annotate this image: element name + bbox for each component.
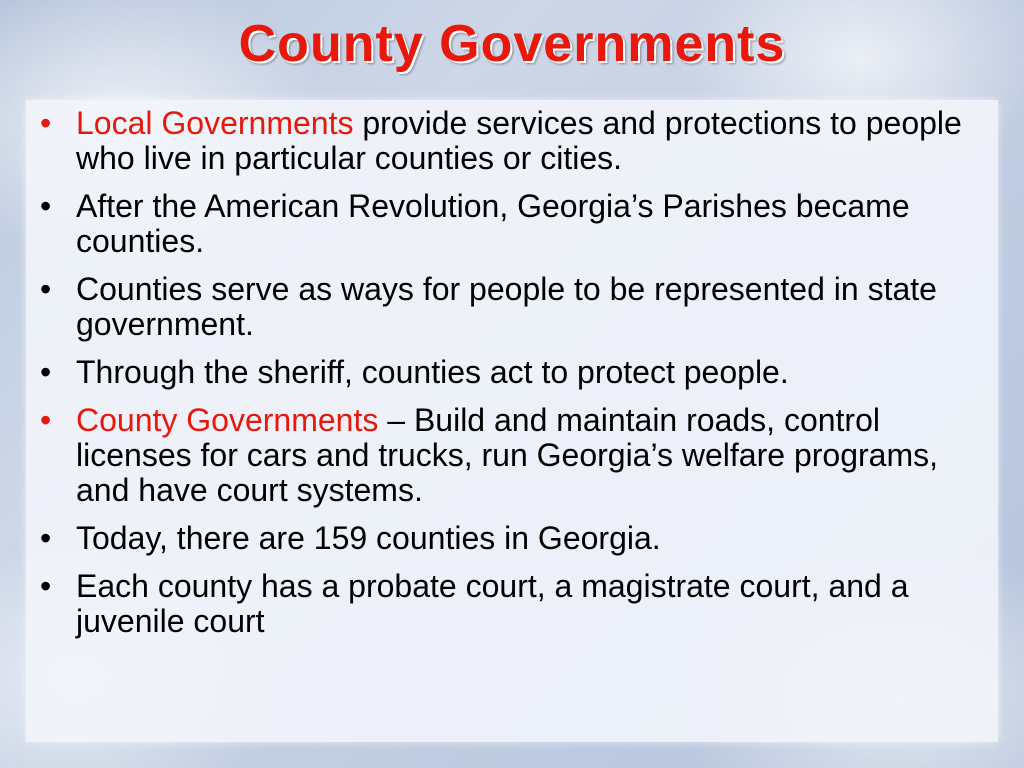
bullet-item bbox=[26, 189, 986, 259]
content-panel bbox=[26, 100, 998, 742]
bullet-text: – Build and maintain roads, control licenses for cars and trucks, run Georgia’s welfare programs, and have court systems. bbox=[76, 402, 938, 508]
bullet-highlight: County Governments bbox=[76, 402, 379, 438]
bullet-dot-icon: • bbox=[40, 568, 52, 604]
bullet-item bbox=[26, 272, 986, 342]
bullet-highlight: Local Governments bbox=[76, 105, 354, 141]
bullet-dot-icon: • bbox=[40, 520, 52, 556]
bullet-dot-icon: • bbox=[40, 105, 52, 141]
bullet-dot-icon: • bbox=[40, 354, 52, 390]
bullet-dot-icon: • bbox=[40, 402, 52, 438]
bullet-dot-icon: • bbox=[40, 271, 52, 307]
bullet-item bbox=[26, 521, 986, 556]
bullet-text: After the American Revolution, Georgia’s Parishes became counties. bbox=[76, 188, 910, 259]
bullet-item bbox=[26, 106, 986, 176]
bullet-item bbox=[26, 569, 986, 639]
slide-title: County Governments bbox=[238, 15, 786, 73]
bullet-text: Each county has a probate court, a magistrate court, and a juvenile court bbox=[76, 568, 909, 639]
bullet-item bbox=[26, 403, 986, 508]
bullet-text: provide services and protections to people who live in particular counties or cities. bbox=[76, 105, 962, 176]
bullet-text: Today, there are 159 counties in Georgia. bbox=[76, 520, 661, 556]
bullet-text: Counties serve as ways for people to be represented in state government. bbox=[76, 271, 937, 342]
bullet-item bbox=[26, 355, 986, 390]
bullet-text: Through the sheriff, counties act to protect people. bbox=[76, 354, 789, 390]
bullet-dot-icon: • bbox=[40, 188, 52, 224]
bullet-list bbox=[26, 106, 986, 652]
